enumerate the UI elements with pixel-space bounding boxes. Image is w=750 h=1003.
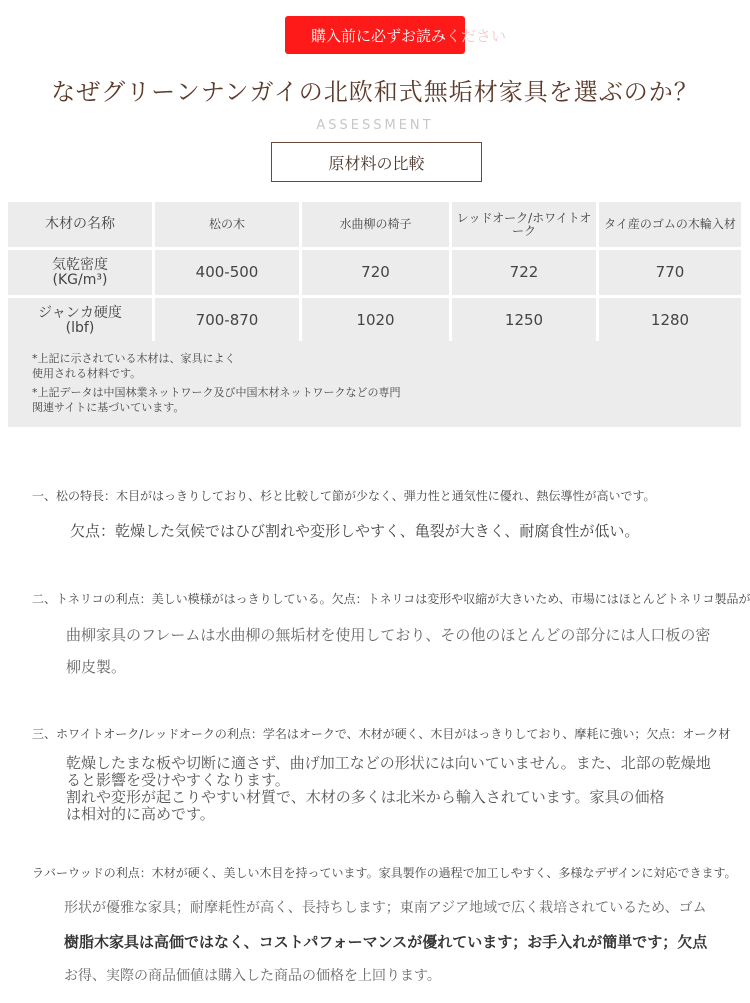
rubber-detail-text: 樹脂木家具は高価ではなく、コストパフォーマンスが優れています；お手入れが簡単です；欠点 [64,933,708,951]
table-cell: 720 [302,250,449,295]
table-cell: 400-500 [155,250,299,295]
table-footnote [8,341,741,427]
table-header-cell: 木材の名称 [8,202,152,247]
section-heading: 原材料の比較 [328,153,425,173]
row-label-unit: (KG/m³) [52,271,108,288]
table-row [8,298,741,343]
ash-detail-text: 曲柳家具のフレームは水曲柳の無垢材を使用しており、その他のほとんどの部分には人口板の密 [66,626,711,644]
notice-label: 購入前に必ずお読み [311,26,447,45]
comparison-table [8,202,741,346]
section-heading-box [271,142,482,182]
table-row [8,250,741,295]
table-header-cell: 松の木 [155,202,299,247]
table-header-cell: 水曲柳の椅子 [302,202,449,247]
notice-label-faded: ください [446,26,507,45]
rubber-detail-text: お得、実際の商品価値は購入した商品の価格を上回ります。 [64,968,441,984]
oak-detail-text: は相対的に高めです。 [66,805,215,823]
oak-detail-text: 乾燥したまな板や切断に適さず、曲げ加工などの形状には向いていません。また、北部の乾燥地 [66,754,711,772]
table-row-label [8,250,152,295]
row-label-unit: (lbf) [65,319,95,336]
footnote-text: *上記に示されている木材は、家具によく 使用される材料です。 [32,352,236,380]
oak-detail-text: ると影響を受けやすくなります。 [66,771,290,789]
page-title: なぜグリーンナンガイの北欧和式無垢材家具を選ぶのか？ [51,78,699,106]
rubber-features-text: ラバーウッドの利点：木材が硬く、美しい木目を持っています。家具製作の過程で加工しやすく、多様なデザインに対応できます。 [32,866,737,880]
table-cell: 770 [599,250,741,295]
oak-features-text: 三、ホワイトオーク/レッドオークの利点：学名はオークで、木材が硬く、木目がはっきりしており、摩耗に強い；欠点：オーク材 [32,727,731,741]
table-cell: 1020 [302,298,449,343]
section-subtitle: ASSESSMENT [316,118,434,133]
table-row-label [8,298,152,343]
rubber-detail-text: 形状が優雅な家具；耐摩耗性が高く、長持ちします；東南アジア地域で広く栽培されているため、ゴム [64,900,707,916]
pine-features-text: 一、松の特長：木目がはっきりしており、杉と比較して節が少なく、弾力性と通気性に優れ、熱伝導性が高いです。 [32,489,656,503]
table-header-cell: レッドオーク/ホワイトオーク [452,202,596,247]
table-cell: 1250 [452,298,596,343]
row-label-line: 気乾密度 [52,256,108,273]
ash-features-text: 二、トネリコの利点：美しい模様がはっきりしている。欠点：トネリコは変形や収縮が大きいため、市場にはほとんどトネリコ製品が [32,592,750,606]
row-label-line: ジャンカ硬度 [38,304,122,321]
table-cell: 700-870 [155,298,299,343]
pine-drawback-text: 欠点：乾燥した気候ではひび割れや変形しやすく、亀裂が大きく、耐腐食性が低い。 [70,522,640,540]
ash-detail-text: 柳皮製。 [66,658,127,676]
table-cell: 1280 [599,298,741,343]
table-header-cell: タイ産のゴムの木輪入材 [599,202,741,247]
footnote-text: *上記データは中国林業ネットワーク及び中国木材ネットワークなどの専門 関連サイトに基づいています。 [32,386,401,414]
oak-detail-text: 割れや変形が起こりやすい材質で、木材の多くは北米から輸入されています。家具の価格 [66,788,665,806]
table-header-row [8,202,741,247]
table-cell: 722 [452,250,596,295]
read-before-purchase-button[interactable] [285,16,507,54]
